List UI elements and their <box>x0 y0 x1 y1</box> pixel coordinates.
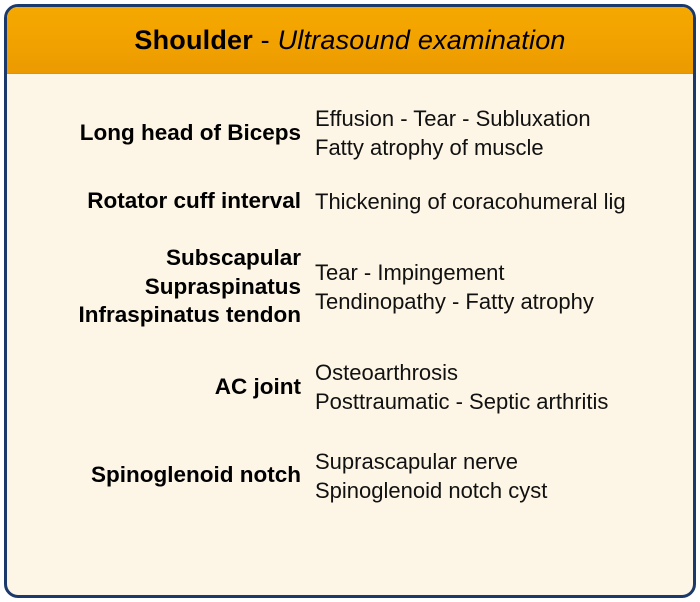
row-label-ac-joint <box>25 373 315 402</box>
value-line: Tendinopathy - Fatty atrophy <box>315 288 594 314</box>
table-row <box>25 187 675 216</box>
value-line: Posttraumatic - Septic arthritis <box>315 389 609 415</box>
table-row <box>25 104 675 163</box>
value-line: Effusion - Tear - Subluxation <box>315 106 591 131</box>
row-value-spinoglenoid-notch <box>315 447 675 506</box>
row-label-spinoglenoid-notch <box>25 461 315 490</box>
header-separator: - <box>252 24 278 55</box>
row-value-ac-joint <box>315 358 675 417</box>
label-line: Subscapular <box>165 244 301 270</box>
value-line: Fatty atrophy of muscle <box>315 135 544 161</box>
label-line: Spinoglenoid notch <box>91 462 301 488</box>
row-value-long-head-of-biceps <box>315 104 675 163</box>
label-line: Long head of Biceps <box>79 119 301 145</box>
table-row <box>25 244 675 330</box>
table-row <box>25 358 675 417</box>
value-line: Tear - Impingement <box>315 259 505 285</box>
row-label-rotator-cuff-tendons <box>25 244 315 330</box>
header-subtitle: Ultrasound examination <box>277 24 566 55</box>
row-value-rotator-cuff-interval <box>315 187 675 216</box>
card-header <box>7 7 693 74</box>
value-line: Thickening of coracohumeral lig <box>315 188 626 214</box>
row-label-long-head-of-biceps <box>25 119 315 148</box>
label-line: Supraspinatus <box>144 273 301 299</box>
header-text <box>134 25 565 56</box>
label-line: AC joint <box>214 373 301 399</box>
content-table <box>7 74 693 515</box>
value-line: Spinoglenoid notch cyst <box>315 477 548 503</box>
row-value-rotator-cuff-tendons <box>315 258 675 317</box>
row-label-rotator-cuff-interval <box>25 187 315 216</box>
value-line: Suprascapular nerve <box>315 448 519 474</box>
table-row <box>25 447 675 506</box>
page-title: Shoulder <box>134 24 253 55</box>
label-line: Rotator cuff interval <box>87 187 301 213</box>
label-line: Infraspinatus tendon <box>78 302 301 328</box>
shoulder-ultrasound-card <box>4 4 696 598</box>
value-line: Osteoarthrosis <box>315 360 459 386</box>
